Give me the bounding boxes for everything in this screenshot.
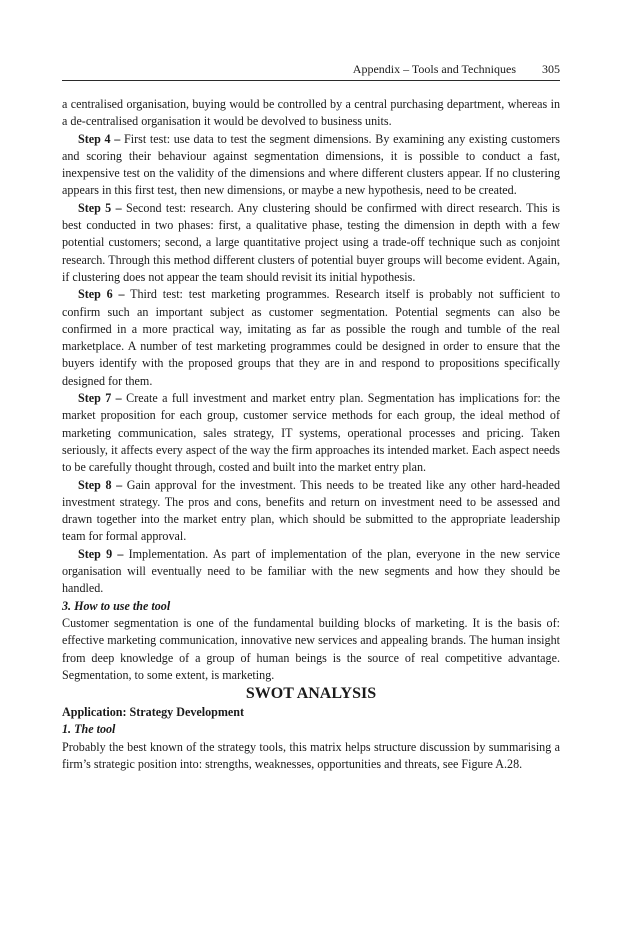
swot-application-heading: Application: Strategy Development xyxy=(62,705,245,720)
section-3-heading: 3. How to use the tool xyxy=(62,598,171,613)
step-5-label: Step 5 – xyxy=(78,200,122,215)
step-8-label: Step 8 – xyxy=(78,477,123,492)
section-3-paragraph: Customer segmentation is one of the fundamental building blocks of marketing. It is the basis of: effective marketing communication, innovative new services and appealing brands. The human insight from deep knowledge of a group of human beings is the source of real competitive advantage. Segmentation, to some extent, is marketing. xyxy=(62,615,560,682)
running-title: Appendix – Tools and Techniques xyxy=(352,62,516,76)
swot-title: SWOT ANALYSIS xyxy=(245,685,377,703)
step-6-paragraph xyxy=(62,286,560,390)
step-7-paragraph xyxy=(62,390,560,476)
step-8-paragraph xyxy=(62,477,560,546)
step-4-label: Step 4 – xyxy=(78,131,121,146)
step-9-paragraph xyxy=(62,546,560,598)
intro-paragraph: a centralised organisation, buying would be controlled by a central purchasing department, whereas in a de-centralised organisation it would be devolved to business units. xyxy=(62,97,560,129)
running-header xyxy=(62,62,560,81)
step-9-text: Implementation. As part of implementation of the plan, everyone in the new service organisation will eventually need to be familiar with the new segments and how they should be handled. xyxy=(62,546,560,596)
step-4-text: First test: use data to test the segment dimensions. By examining any existing customers and scoring their behaviour against segmentation dimensions, it is possible to conduct a fast, inexpensive test on the validity of the dimensions and where different clusters appear. If no clustering appears in this first test, then new dimensions, or maybe a new hypothesis, need to be created. xyxy=(62,131,560,198)
page-body xyxy=(62,96,560,773)
step-5-paragraph xyxy=(62,200,560,286)
page-number: 305 xyxy=(542,62,560,76)
step-6-text: Third test: test marketing programmes. Research itself is probably not sufficient to confirm such an important subject as customer segmentation. Potential segments can also be confirmed in a more practical way, imitating as far as possible the rough and tumble of the real marketplace. A number of test marketing programmes could be designed in order to ensure that the buyers identify with the proposed groups that they are in and respond to propositions specifically designed for them. xyxy=(62,287,560,388)
step-9-label: Step 9 – xyxy=(78,546,124,561)
step-4-paragraph xyxy=(62,131,560,200)
swot-tool-heading: 1. The tool xyxy=(62,722,116,737)
step-6-label: Step 6 – xyxy=(78,287,125,302)
step-5-text: Second test: research. Any clustering should be confirmed with direct research. This is best conducted in two phases: first, a qualitative phase, testing the dimension in depth with a few potential customers; second, a large quantitative project using a trade-off technique such as conjoint research. Through this method different clusters of potential buyer groups will become evident. Again, if clustering does not appear the team should revisit its initial hypothesis. xyxy=(62,200,560,284)
step-8-text: Gain approval for the investment. This needs to be treated like any other hard-headed investment strategy. The pros and cons, benefits and return on investment need to be assessed and drawn together into the market entry plan, which should be submitted to the appropriate leadership team for formal approval. xyxy=(62,477,560,544)
swot-paragraph: Probably the best known of the strategy tools, this matrix helps structure discussion by summarising a firm’s strategic position into: strengths, weaknesses, opportunities and threats, see Figure A.28. xyxy=(62,739,560,771)
step-7-label: Step 7 – xyxy=(78,391,122,406)
step-7-text: Create a full investment and market entry plan. Segmentation has implications for: the market proposition for each group, customer service methods for each group, the ideal method of marketing communication, sales strategy, IT systems, operational processes and pricing. Taken seriously, it affects every aspect of the way the firm approaches its intended market. Each aspect needs to be carefully thought through, costed and built into the market entry plan. xyxy=(62,391,560,475)
